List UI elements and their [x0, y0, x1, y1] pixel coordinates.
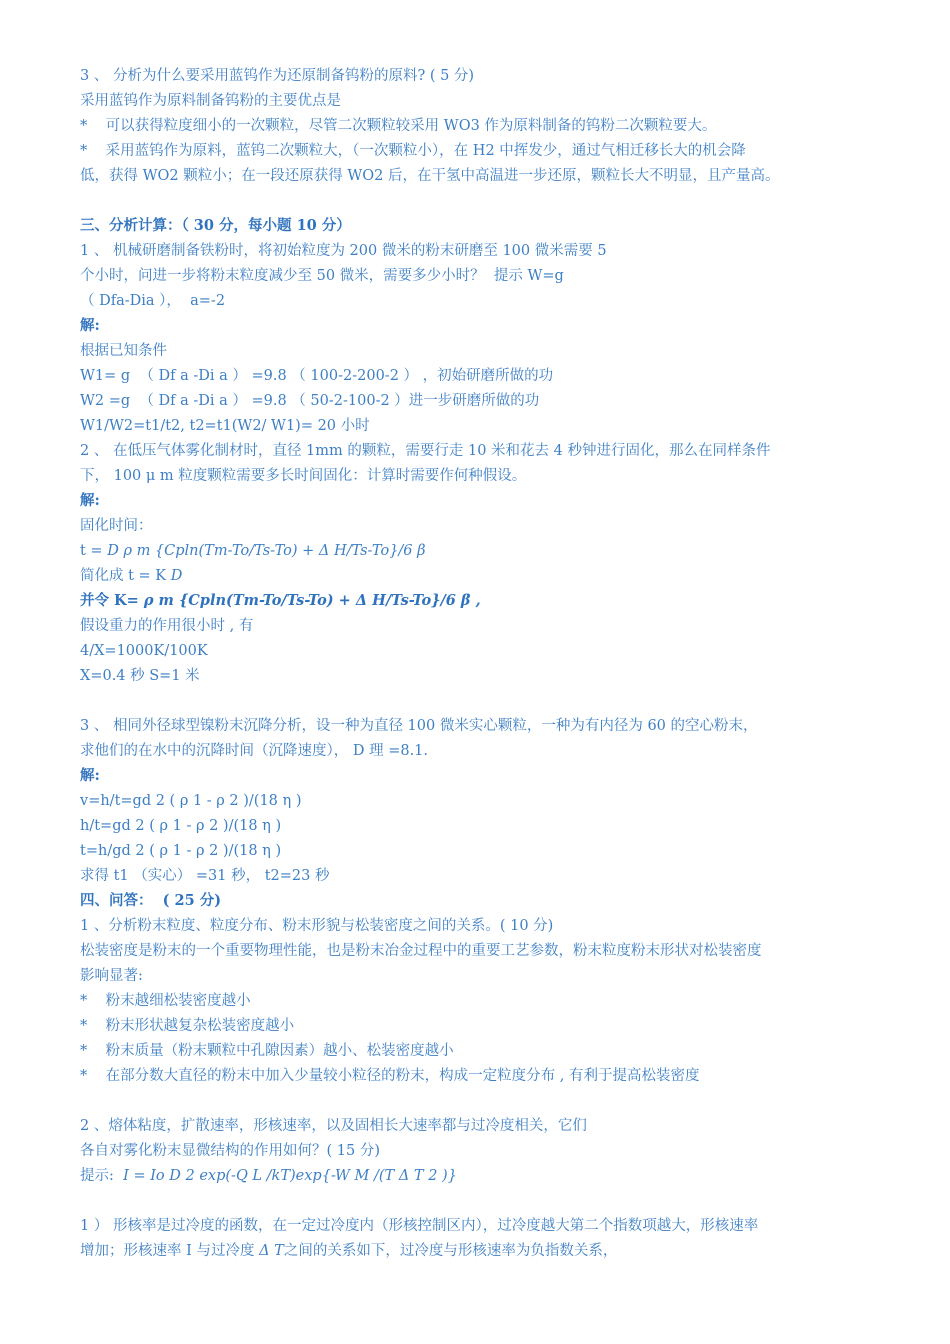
calc-2-result: X=0.4 秒 S=1 米 — [80, 668, 200, 684]
answer-2-title-line-1: 2 、熔体粘度，扩散速率，形核速率，以及固相长大速率都与过冷度相关，它们 — [80, 1118, 587, 1134]
calc-3-solution-label: 解: — [80, 767, 100, 784]
calc-2-simplified — [80, 566, 890, 586]
section-3-title: 三、分析计算：（ 30 分，每小题 10 分） — [80, 217, 351, 234]
answer-1-bullet-4: * 在部分数大直径的粉末中加入少量较小粒径的粉末，构成一定粒度分布 , 有利于提高松装密度 — [80, 1068, 700, 1084]
calc-2-line-1: 2 、 在低压气体雾化制材时，直径 1mm 的颗粒，需要行走 10 米和花去 4 秒钟进行固化，那么在同样条件 — [80, 443, 771, 459]
section-4-title: 四、问答： ( 25 分) — [80, 892, 222, 909]
calc-2-simplified-equation: D — [170, 568, 183, 584]
answer-2-hint-prefix: 提示: — [80, 1168, 124, 1184]
question-3-bullet-1: * 可以获得粒度细小的一次颗粒，尽管二次颗粒较采用 WO3 作为原料制备的钨粉二次颗粒要大。 — [80, 118, 717, 134]
calc-1-line-1: 1 、 机械研磨制备铁粉时，将初始粒度为 200 微米的粉末研磨至 100 微米需要 5 — [80, 243, 607, 259]
calc-3-eq-1: v=h/t=gd 2 ( ρ 1 - ρ 2 )/(18 η ) — [80, 793, 302, 809]
calc-1-solution-label: 解: — [80, 317, 100, 334]
calc-1-line-2: 个小时，问进一步将粉末粒度减少至 50 微米，需要多少小时？ 提示 W=g — [80, 268, 564, 284]
answer-2-para-1-line-2 — [80, 1241, 890, 1261]
calc-2-formula-equation: D ρ m {Cpln(Tm-To/Ts-To) + Δ H/Ts-To}/6 β — [107, 543, 426, 559]
question-3-intro: 采用蓝钨作为原料制备钨粉的主要优点是 — [80, 93, 341, 109]
answer-1-intro-line-2: 影响显著: — [80, 968, 143, 984]
calc-1-known: 根据已知条件 — [80, 343, 167, 359]
question-3-bullet-2-line-1: * 采用蓝钨作为原料，蓝钨二次颗粒大，（一次颗粒小），在 H2 中挥发少，通过气相迁移长大的机会降 — [80, 143, 746, 159]
calc-2-formula — [80, 541, 890, 561]
calc-2-simplified-prefix: 简化成 t = K — [80, 568, 171, 584]
answer-2-para-1-prefix: 增加；形核速率 I 与过冷度 — [80, 1243, 260, 1259]
answer-2-title-line-2: 各自对雾化粉末显微结构的作用如何？( 15 分) — [80, 1143, 380, 1159]
calc-2-line-2: 下， 100 μ m 粒度颗粒需要多长时间固化：计算时需要作何种假设。 — [80, 468, 527, 484]
calc-3-line-1: 3 、 相同外径球型镍粉末沉降分析，设一种为直径 100 微米实心颗粒，一种为有内径为 60 的空心粉末， — [80, 718, 758, 734]
calc-2-solidify-time: 固化时间： — [80, 518, 153, 534]
answer-1-bullet-3: * 粉末质量（粉末颗粒中孔隙因素）越小、松装密度越小 — [80, 1043, 454, 1059]
calc-2-let-k — [80, 591, 890, 611]
calc-2-ratio: 4/X=1000K/100K — [80, 643, 208, 659]
calc-3-eq-3: t=h/gd 2 ( ρ 1 - ρ 2 )/(18 η ) — [80, 843, 282, 859]
calc-1-w1: W1= g （ Df a -Di a ） =9.8 （ 100-2-200-2 ） ，初始研磨所做的功 — [80, 368, 554, 384]
question-3-title: 3 、 分析为什么要采用蓝钨作为还原制备钨粉的原料? ( 5 分) — [80, 68, 475, 84]
calc-2-let-k-equation: ρ m {Cpln(Tm-To/Ts-To) + Δ H/Ts-To}/6 β , — [143, 592, 481, 609]
answer-1-bullet-1: * 粉末越细松装密度越小 — [80, 993, 251, 1009]
calc-3-result: 求得 t1 （实心） =31 秒， t2=23 秒 — [80, 868, 330, 884]
answer-2-para-1-line-1: 1 ） 形核率是过冷度的函数，在一定过冷度内（形核控制区内），过冷度越大第二个指数项越大，形核速率 — [80, 1218, 759, 1234]
answer-2-para-1-suffix: 之间的关系如下，过冷度与形核速率为负指数关系， — [283, 1243, 618, 1259]
calc-3-line-2: 求他们的在水中的沉降时间（沉降速度）， D 理 =8.1. — [80, 743, 429, 759]
answer-1-intro-line-1: 松装密度是粉末的一个重要物理性能，也是粉末冶金过程中的重要工艺参数，粉末粒度粉末形状对松装密度 — [80, 943, 762, 959]
answer-2-hint-equation: I = Io D 2 exp(-Q L /kT)exp{-W M /(T Δ T 2 )} — [123, 1168, 457, 1184]
calc-3-eq-2: h/t=gd 2 ( ρ 1 - ρ 2 )/(18 η ) — [80, 818, 282, 834]
calc-1-line-3: （ Dfa-Dia ）， a=-2 — [80, 293, 226, 309]
question-3-bullet-2-line-2: 低，获得 WO2 颗粒小；在一段还原获得 WO2 后，在干氢中高温进一步还原，颗粒长大不明显，且产量高。 — [80, 168, 780, 184]
calc-2-assumption: 假设重力的作用很小时 , 有 — [80, 618, 254, 634]
calc-1-result: W1/W2=t1/t2, t2=t1(W2/ W1)= 20 小时 — [80, 418, 370, 434]
calc-2-let-k-prefix: 并令 K= — [80, 592, 144, 609]
calc-2-solution-label: 解: — [80, 492, 100, 509]
calc-1-w2: W2 =g （ Df a -Di a ） =9.8 （ 50-2-100-2 ）进一步研磨所做的功 — [80, 393, 540, 409]
answer-2-para-1-symbol: Δ T — [259, 1243, 284, 1259]
answer-1-title: 1 、分析粉末粒度、粒度分布、粉末形貌与松装密度之间的关系。( 10 分) — [80, 918, 554, 934]
answer-2-hint — [80, 1166, 890, 1186]
calc-2-formula-prefix: t = — [80, 543, 108, 559]
answer-1-bullet-2: * 粉末形状越复杂松装密度越小 — [80, 1018, 295, 1034]
